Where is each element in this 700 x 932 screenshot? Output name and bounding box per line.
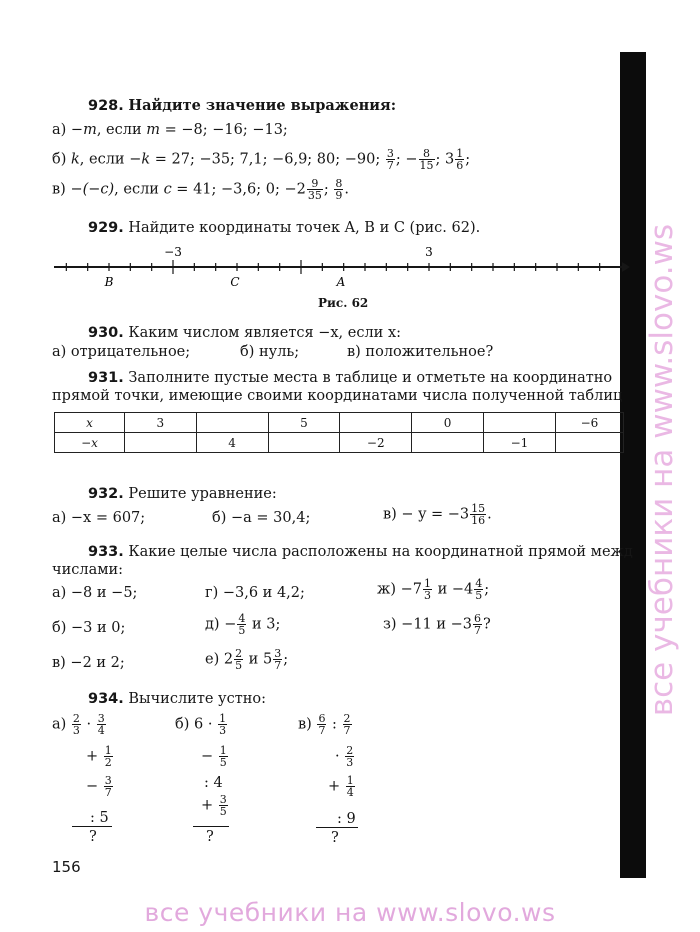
table-cell xyxy=(412,433,484,453)
point-label-c: C xyxy=(230,275,240,289)
vertical-watermark-text: все учебники на www.slovo.ws xyxy=(644,223,680,717)
exercise-933-b: б) −3 и 0; xyxy=(52,620,126,636)
table-cell: 0 xyxy=(412,413,484,433)
exercise-934-heading: 934. Вычислите устно: xyxy=(88,691,266,707)
exercise-930-v: в) положительное? xyxy=(347,344,494,360)
exercise-933-line1: 933. Какие целые числа расположены на координатной прямой межд xyxy=(88,544,633,560)
point-label-a: A xyxy=(336,275,346,289)
exercise-933-zh: ж) −7 $\frac{1}{3}$ и −4 $\frac{4}{5}$ ; xyxy=(377,577,490,602)
exercise-930-heading: 930. Каким числом является −x, если x: xyxy=(88,325,402,341)
exercise-932-heading: 932. Решите уравнение: xyxy=(88,486,277,502)
chain-v-start: в) $\frac{6}{7}$ : $\frac{2}{7}$ xyxy=(298,712,351,737)
chain-v-question: ? xyxy=(331,830,339,846)
exercise-932-a: а) −x = 607; xyxy=(52,510,146,526)
chain-b-step1: − $\frac{1}{5}$ xyxy=(201,744,227,769)
table-row xyxy=(55,433,624,453)
chain-b-question: ? xyxy=(206,829,214,845)
vertical-watermark xyxy=(632,140,700,800)
chain-a-step3: : 5 xyxy=(90,810,109,826)
table-cell xyxy=(483,413,555,433)
exercise-933-d: д) − $\frac{4}{5}$ и 3; xyxy=(205,612,281,637)
table-cell: x xyxy=(55,413,125,433)
table-cell: −1 xyxy=(483,433,555,453)
exercise-931-line1: 931. Заполните пустые места в таблице и отметьте на координатно xyxy=(88,370,613,386)
table-cell xyxy=(124,433,196,453)
exercise-933-z: з) −11 и −3 $\frac{6}{7}$ ? xyxy=(383,612,491,637)
table-cell xyxy=(268,433,340,453)
table-cell: −x xyxy=(55,433,125,453)
page-number: 156 xyxy=(52,858,81,876)
chain-b-step3: + $\frac{3}{5}$ xyxy=(201,793,227,818)
chain-b-step2: : 4 xyxy=(204,775,223,791)
chain-v-rule xyxy=(316,827,358,828)
exercise-932-v: в) − y = −3 $\frac{15}{16}$ . xyxy=(383,502,492,527)
chain-v-step2: + $\frac{1}{4}$ xyxy=(328,774,354,799)
exercise-932-b: б) −a = 30,4; xyxy=(212,510,311,526)
chain-a-step2: − $\frac{3}{7}$ xyxy=(86,774,112,799)
figure-caption: Рис. 62 xyxy=(318,296,369,310)
exercise-931-line2: прямой точки, имеющие своими координатами числа полученной таблиц xyxy=(52,388,623,404)
tick-label-neg3: −3 xyxy=(164,245,182,259)
table-cell: 5 xyxy=(268,413,340,433)
exercise-928-b: б) k, если −k = 27; −35; 7,1; −6,9; 80; −90; $\frac{3}{7}$ ; − $\frac{8}{15}$ ; 3 $\frac{1}{6}$ ; xyxy=(52,147,471,172)
table-cell xyxy=(196,413,268,433)
chain-a-start: а) $\frac{2}{3}$ · $\frac{3}{4}$ xyxy=(52,712,105,737)
point-label-b: B xyxy=(104,275,114,289)
table-cell xyxy=(340,413,412,433)
chain-v-step1: · $\frac{2}{3}$ xyxy=(335,744,354,769)
table-cell xyxy=(555,433,623,453)
bottom-watermark: все учебники на www.slovo.ws xyxy=(144,898,556,927)
exercise-933-a: а) −8 и −5; xyxy=(52,585,138,601)
exercise-933-g: г) −3,6 и 4,2; xyxy=(205,585,305,601)
table-cell: −6 xyxy=(555,413,623,433)
values-table xyxy=(54,412,624,453)
chain-a-rule xyxy=(72,826,112,827)
chain-a-step1: + $\frac{1}{2}$ xyxy=(86,744,112,769)
exercise-928-a: а) −m, если m = −8; −16; −13; xyxy=(52,122,288,138)
chain-a-question: ? xyxy=(89,829,97,845)
exercise-928-v: в) −(−c), если c = 41; −3,6; 0; −2 $\frac{9}{35}$ ; $\frac{8}{9}$ . xyxy=(52,177,349,202)
chain-b-rule xyxy=(193,826,229,827)
exercise-930-a: а) отрицательное; xyxy=(52,344,191,360)
table-row xyxy=(55,413,624,433)
exercise-928-heading: 928. Найдите значение выражения: xyxy=(88,97,397,114)
chain-b-start: б) 6 · $\frac{1}{3}$ xyxy=(175,712,227,737)
number-line-arrow xyxy=(622,262,630,272)
exercise-930-b: б) нуль; xyxy=(240,344,300,360)
exercise-929-heading: 929. Найдите координаты точек A, B и C (рис. 62). xyxy=(88,220,481,236)
tick-label-3: 3 xyxy=(425,245,433,259)
exercise-933-e: е) 2 $\frac{2}{5}$ и 5 $\frac{3}{7}$ ; xyxy=(205,647,289,672)
table-cell: 3 xyxy=(124,413,196,433)
table-cell: 4 xyxy=(196,433,268,453)
table-cell: −2 xyxy=(340,433,412,453)
number-line-figure xyxy=(50,240,630,290)
exercise-933-line2: числами: xyxy=(52,562,124,578)
chain-v-step3: : 9 xyxy=(337,811,356,827)
exercise-933-v: в) −2 и 2; xyxy=(52,655,125,671)
